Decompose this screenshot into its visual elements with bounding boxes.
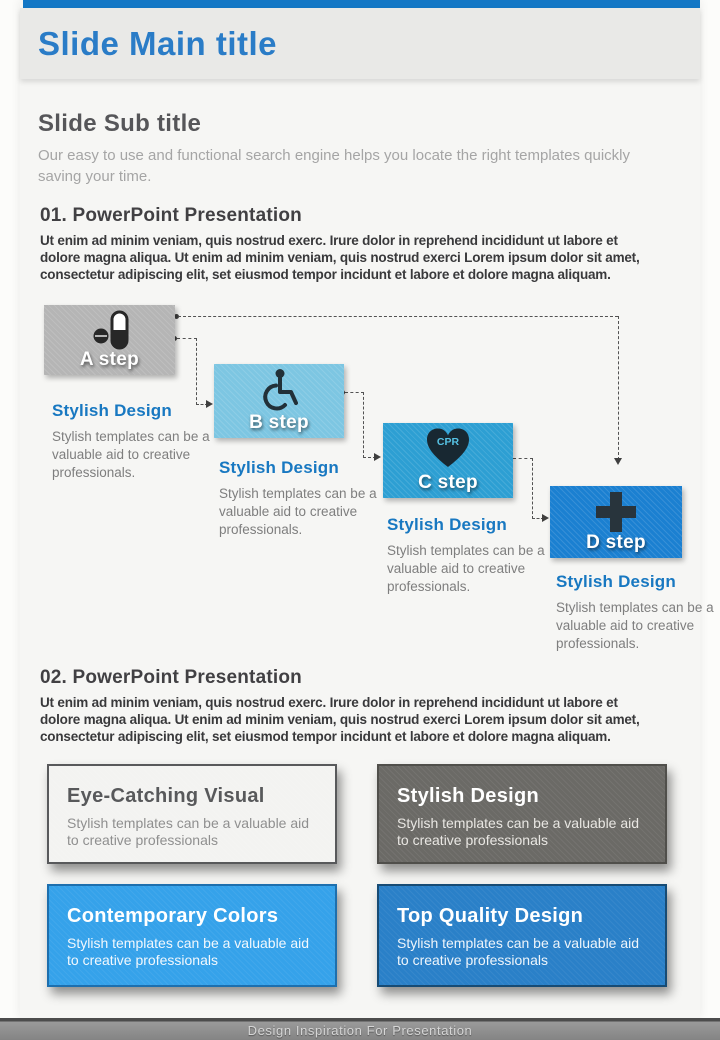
step-description-d bbox=[556, 572, 720, 653]
sub-title: Slide Sub title bbox=[38, 110, 202, 137]
svg-text:CPR: CPR bbox=[436, 436, 460, 448]
card-body: Stylish templates can be a valuable aid to creative professionals bbox=[397, 935, 640, 968]
card-contemporary-colors bbox=[47, 884, 337, 987]
step-box-d bbox=[550, 486, 682, 558]
card-stylish-design bbox=[377, 764, 667, 864]
step-label: C step bbox=[418, 472, 478, 493]
step-description-body: Stylish templates can be a valuable aid to creative professionals. bbox=[52, 429, 210, 480]
step-box-b bbox=[214, 364, 344, 438]
section-2-heading: 02. PowerPoint Presentation bbox=[40, 667, 302, 688]
step-description-c bbox=[387, 515, 551, 596]
card-body: Stylish templates can be a valuable aid to creative professionals bbox=[397, 815, 640, 848]
card-title: Contemporary Colors bbox=[67, 905, 279, 927]
cpr-heart-icon bbox=[383, 427, 513, 469]
wheelchair-icon bbox=[214, 368, 344, 412]
step-description-body: Stylish templates can be a valuable aid to creative professionals. bbox=[219, 486, 377, 537]
card-body: Stylish templates can be a valuable aid to creative professionals bbox=[67, 815, 310, 848]
card-top-quality-design bbox=[377, 884, 667, 987]
step-description-a bbox=[52, 401, 216, 482]
footer-bar bbox=[0, 1018, 720, 1040]
step-description-body: Stylish templates can be a valuable aid to creative professionals. bbox=[556, 600, 714, 651]
sub-text: Our easy to use and functional search engine helps you locate the right templates quickly saving your time. bbox=[38, 147, 631, 185]
card-body: Stylish templates can be a valuable aid to creative professionals bbox=[67, 935, 310, 968]
card-title: Top Quality Design bbox=[397, 905, 584, 927]
step-description-b bbox=[219, 458, 383, 539]
section-1-body: Ut enim ad minim veniam, quis nostrud exerc. Irure dolor in reprehend incididunt ut labore et dolore magna aliqua. Ut enim ad minim veniam, quis nostrud exerci Lorem ipsum dolor sit amet, consectetur adipiscing elit, set eiusmod tempor incidunt et labore et dolore magna aliquam. bbox=[40, 233, 640, 282]
step-label: A step bbox=[79, 349, 140, 370]
plus-icon bbox=[550, 490, 682, 534]
card-title: Eye-Catching Visual bbox=[67, 785, 265, 807]
card-title: Stylish Design bbox=[397, 785, 540, 807]
step-description-heading: Stylish Design bbox=[52, 401, 172, 420]
page-title: Slide Main title bbox=[38, 24, 278, 62]
pills-icon bbox=[44, 309, 175, 351]
step-label: B step bbox=[249, 412, 309, 433]
card-eye-catching-visual bbox=[47, 764, 337, 864]
step-description-heading: Stylish Design bbox=[219, 458, 339, 477]
step-box-c bbox=[383, 423, 513, 498]
subtitle-block bbox=[38, 110, 663, 187]
footer-text: Design Inspiration For Presentation bbox=[247, 1022, 473, 1038]
top-accent-bar bbox=[23, 0, 700, 8]
header bbox=[20, 8, 700, 79]
step-description-heading: Stylish Design bbox=[387, 515, 507, 534]
step-description-heading: Stylish Design bbox=[556, 572, 676, 591]
step-label: D step bbox=[586, 532, 646, 553]
section-1-heading: 01. PowerPoint Presentation bbox=[40, 205, 302, 226]
step-description-body: Stylish templates can be a valuable aid to creative professionals. bbox=[387, 543, 545, 594]
step-box-a bbox=[44, 305, 175, 375]
section-2-body: Ut enim ad minim veniam, quis nostrud exerc. Irure dolor in reprehend incididunt ut labore et dolore magna aliqua. Ut enim ad minim veniam, quis nostrud exerci Lorem ipsum dolor sit amet, consectetur adipiscing elit, set eiusmod tempor incidunt et labore et dolore magna aliquam. bbox=[40, 695, 640, 744]
